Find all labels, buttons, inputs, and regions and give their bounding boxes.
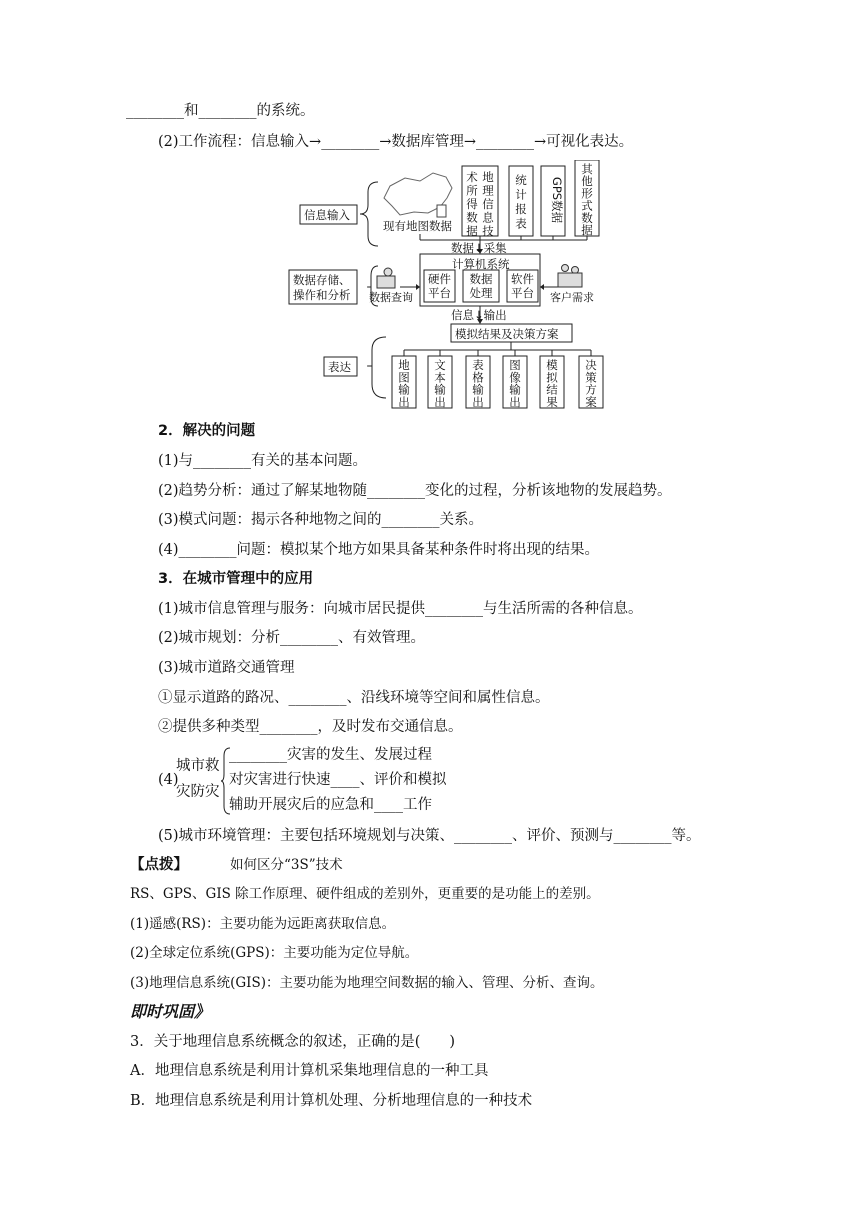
sec2-title: 2．解决的问题 — [158, 423, 256, 439]
tip-line-1: RS、GPS、GIS 除工作原理、硬件组成的差别外，更重要的是功能上的差别。 — [130, 886, 600, 902]
output-2-char: 表 — [472, 358, 484, 372]
computer-box-0-line: 硬件 — [428, 272, 451, 286]
data-query-icon — [377, 268, 395, 288]
output-1-char: 出 — [434, 394, 446, 409]
output-0-char: 输 — [398, 382, 410, 397]
computer-box-1-line: 数据 — [469, 272, 493, 286]
gis-workflow-diagram — [0, 160, 860, 420]
brace-label-1: 城市救 — [176, 758, 220, 774]
output-3-char: 图 — [509, 358, 521, 372]
output-3-char: 像 — [509, 370, 521, 385]
diagram-output: 信息↓输出 — [451, 308, 507, 322]
src4-char: 数 — [581, 210, 593, 225]
diagram-storage-label-2: 操作和分析 — [293, 288, 351, 302]
output-3-char: 输 — [509, 382, 521, 397]
output-0-char: 图 — [398, 370, 410, 385]
sec2-item-3: (3)模式问题：揭示各种地物之间的________关系。 — [158, 512, 484, 528]
diagram-customer: 客户需求 — [550, 291, 594, 304]
src4-char: 据 — [581, 223, 593, 237]
src1-col-a-char: 数 — [466, 210, 478, 225]
diagram-input-label: 信息输入 — [304, 208, 350, 222]
src2-char: 计 — [515, 187, 527, 202]
src2-char: 报 — [515, 202, 527, 216]
brace-item-1: ________灾害的发生、发展过程 — [229, 747, 432, 763]
output-5-char: 案 — [585, 394, 597, 409]
output-2-char: 出 — [472, 394, 484, 409]
tip-line-3: (2)全球定位系统(GPS)：主要功能为定位导航。 — [130, 945, 419, 961]
computer-box-2-line: 平台 — [511, 286, 534, 300]
src1-col-b-char: 信 — [482, 197, 494, 211]
diagram-collect: 数据↓采集 — [451, 241, 507, 255]
sec3-item-5: (5)城市环境管理：主要包括环境规划与决策、________、评价、预测与________等。 — [158, 828, 701, 844]
diagram-storage-label-1: 数据存储、 — [293, 273, 351, 287]
practice-heading: 即时巩固》 — [130, 1002, 211, 1021]
output-1-char: 文 — [434, 358, 446, 372]
brace-label-2: 灾防灾 — [176, 784, 220, 800]
tip-line-2: (1)遥感(RS)：主要功能为远距离获取信息。 — [130, 916, 396, 932]
src1-col-b-char: 理 — [482, 183, 494, 198]
output-4-char: 拟 — [546, 370, 558, 385]
output-0-char: 出 — [398, 394, 410, 409]
src1-col-b-char: 息 — [482, 210, 494, 225]
sec3-item-3b: ②提供多种类型________，及时发布交通信息。 — [158, 719, 463, 735]
tip-tag: 【点拨】 — [130, 857, 188, 873]
computer-box-2-line: 软件 — [511, 272, 534, 286]
sec2-item-1: (1)与________有关的基本问题。 — [158, 453, 368, 469]
src1-col-b-char: 地 — [482, 170, 494, 184]
intro-line-1: ________和________的系统。 — [126, 103, 315, 119]
sec3-item-3: (3)城市道路交通管理 — [158, 660, 295, 676]
src2-char: 表 — [515, 216, 527, 231]
diagram-query: 数据查询 — [369, 291, 413, 304]
sec2-item-4: (4)________问题：模拟某个地方如果具备某种条件时将出现的结果。 — [158, 542, 600, 558]
intro-line-2: (2)工作流程：信息输入→________→数据库管理→________→可视化表达。 — [158, 134, 634, 150]
output-4-char: 模 — [546, 358, 558, 372]
output-4-char: 果 — [546, 394, 558, 409]
brace-num: (4) — [158, 772, 179, 788]
sec2-item-2: (2)趋势分析：通过了解某地物随________变化的过程，分析该地物的发展趋势。 — [158, 483, 672, 499]
src4-char: 他 — [581, 174, 593, 189]
output-3-char: 出 — [509, 394, 521, 409]
sec3-item-1: (1)城市信息管理与服务：向城市居民提供________与生活所需的各种信息。 — [158, 601, 643, 617]
src1-col-b-char: 技 — [482, 224, 494, 238]
src1-col-a-char: 据 — [466, 224, 478, 238]
src3-gps-label: GPS数据 — [550, 176, 564, 224]
output-4-char: 结 — [546, 382, 558, 397]
practice-option-b: B．地理信息系统是利用计算机处理、分析地理信息的一种技术 — [130, 1093, 533, 1109]
src1-col-a-char: 术 — [466, 170, 478, 184]
customer-icon — [558, 265, 582, 288]
computer-box-0-line: 平台 — [428, 286, 451, 300]
src1-col-a-char: 得 — [466, 197, 478, 211]
src2-char: 统 — [515, 173, 527, 187]
src4-char: 式 — [581, 198, 593, 213]
output-1-char: 输 — [434, 382, 446, 397]
brace-item-3: 辅助开展灾后的应急和____工作 — [229, 797, 432, 813]
practice-option-a: A．地理信息系统是利用计算机采集地理信息的一种工具 — [130, 1063, 489, 1079]
diagram-expression-label: 表达 — [328, 360, 351, 374]
diagram-computer-title: 计算机系统 — [452, 257, 510, 271]
practice-question: 3．关于地理信息系统概念的叙述，正确的是( ) — [130, 1034, 456, 1050]
output-5-char: 决 — [585, 358, 597, 372]
sec3-item-3a: ①显示道路的路况、________、沿线环境等空间和属性信息。 — [158, 690, 550, 706]
output-5-char: 策 — [585, 370, 597, 385]
src4-char: 形 — [581, 186, 593, 201]
diagram-map-data: 现有地图数据 — [383, 219, 452, 233]
output-0-char: 地 — [398, 358, 410, 372]
output-1-char: 本 — [434, 370, 446, 385]
tip-line-4: (3)地理信息系统(GIS)：主要功能为地理空间数据的输入、管理、分析、查询。 — [130, 975, 604, 991]
tip-title: 如何区分“3S”技术 — [230, 857, 343, 873]
sec3-title: 3．在城市管理中的应用 — [158, 571, 314, 587]
diagram-results-title: 模拟结果及决策方案 — [455, 327, 559, 341]
src4-char: 其 — [581, 162, 593, 176]
computer-box-1-line: 处理 — [469, 286, 493, 300]
output-2-char: 格 — [472, 370, 484, 385]
output-2-char: 输 — [472, 382, 484, 397]
brace-item-2: 对灾害进行快速____、评价和模拟 — [229, 772, 447, 788]
output-5-char: 方 — [585, 382, 597, 397]
src1-col-a-char: 所 — [466, 183, 478, 198]
sec3-item-2: (2)城市规划：分析________、有效管理。 — [158, 630, 426, 646]
